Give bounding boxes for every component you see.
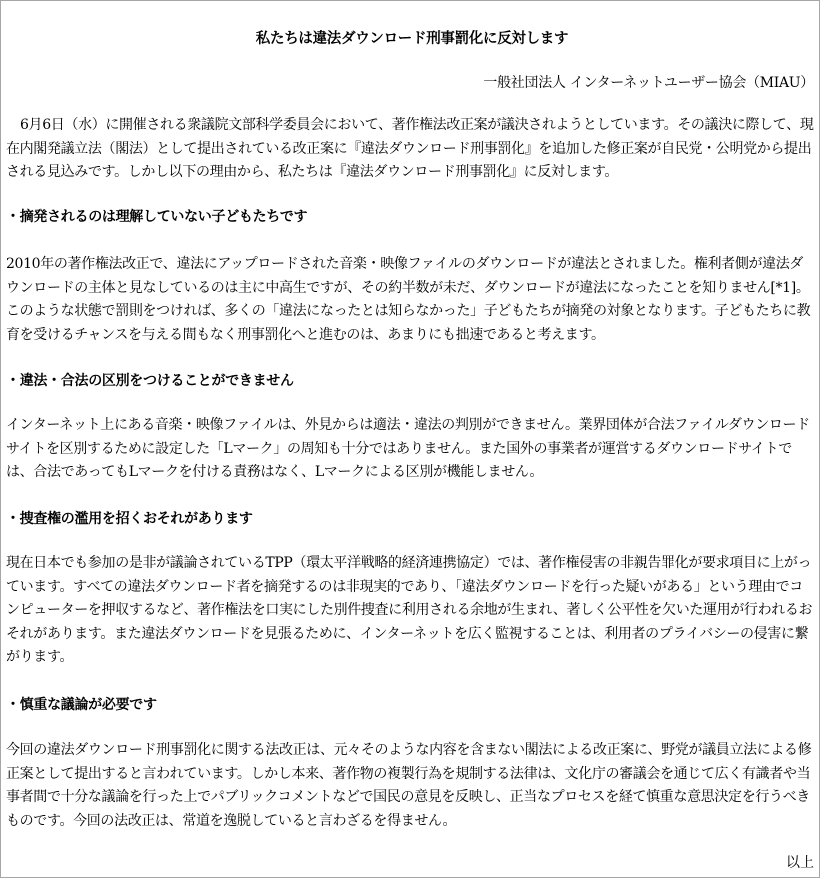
section-body-4: 今回の違法ダウンロード刑事罰化に関する法改正は、元々そのような内容を含まない閣法による改正案に、野党が議員立法による修正案として提出すると言われています。しかし本来、著作物の複製行為を規制する法律は、文化庁の審議会を通じて広く有識者や当事者間で十分な議論を行った上でパブリックコメントなどで国民の意見を反映し、正当なプロセスを経て慎重な意思決定を行うべきものです。今回の法改正は、常道を逸脱していると言わざるを得ません。 <box>6 742 812 829</box>
section-heading-2: ・違法・合法の区別をつけることができません <box>6 373 294 389</box>
section-heading-4: ・慎重な議論が必要です <box>6 697 157 713</box>
section-body-1: 2010年の著作権法改正で、違法にアップロードされた音楽・映像ファイルのダウンロードが違法とされました。権利者側が違法ダウンロードの主体と見なしているのは主に中高生ですが、その約半数が未だ、ダウンロードが違法になったことを知りません[*1]。このような状態で罰則をつければ、多くの「違法になったとは知らなかった」子どもたちが摘発の対象となります。子どもたちに教育を受けるチャンスを与える間もなく刑事罰化へと進むのは、あまりにも拙速であると考えます。 <box>6 256 811 343</box>
section-heading-1: ・摘発されるのは理解していない子どもたちです <box>6 209 308 225</box>
section-body-2: インターネット上にある音楽・映像ファイルは、外見からは適法・違法の判別ができません。業界団体が合法ファイルダウンロードサイトを区別するために設定した「Lマーク」の周知も十分ではありません。また国外の事業者が運営するダウンロードサイトでは、合法であってもLマークを付ける責務はなく、Lマークによる区別が機能しません。 <box>6 417 810 480</box>
document-title: 私たちは違法ダウンロード刑事罰化に反対します <box>255 31 569 47</box>
section-body-3: 現在日本でも参加の是非が議論されているTPP（環太平洋戦略的経済連携協定）では、著作権侵害の非親告罪化が要求項目に上がっています。すべての違法ダウンロード者を摘発するのは非現実的であり、「違法ダウンロードを行った疑いがある」という理由でコンピューターを押収するなど、著作権法を口実にした別件捜査に利用される余地が生まれ、著しく公平性を欠いた運用が行われるおそれがあります。また違法ダウンロードを見張るために、インターネットを広く監視することは、利用者のプライバシーの侵害に繋がります。 <box>6 555 813 665</box>
closing-text: 以上 <box>786 855 814 871</box>
intro-paragraph: 6月6日（水）に開催される衆議院文部科学委員会において、著作権法改正案が議決されようとしています。その議決に際して、現在内閣発議立法（閣法）として提出されている改正案に『違法ダウンロード刑事罰化』を追加した修正案が自民党・公明党から提出される見込みです。しかし以下の理由から、私たちは『違法ダウンロード刑事罰化』に反対します。 <box>6 117 814 180</box>
document-author: 一般社団法人 インターネットユーザー協会（MIAU） <box>483 75 814 91</box>
section-heading-3: ・捜査権の濫用を招くおそれがあります <box>6 511 253 527</box>
